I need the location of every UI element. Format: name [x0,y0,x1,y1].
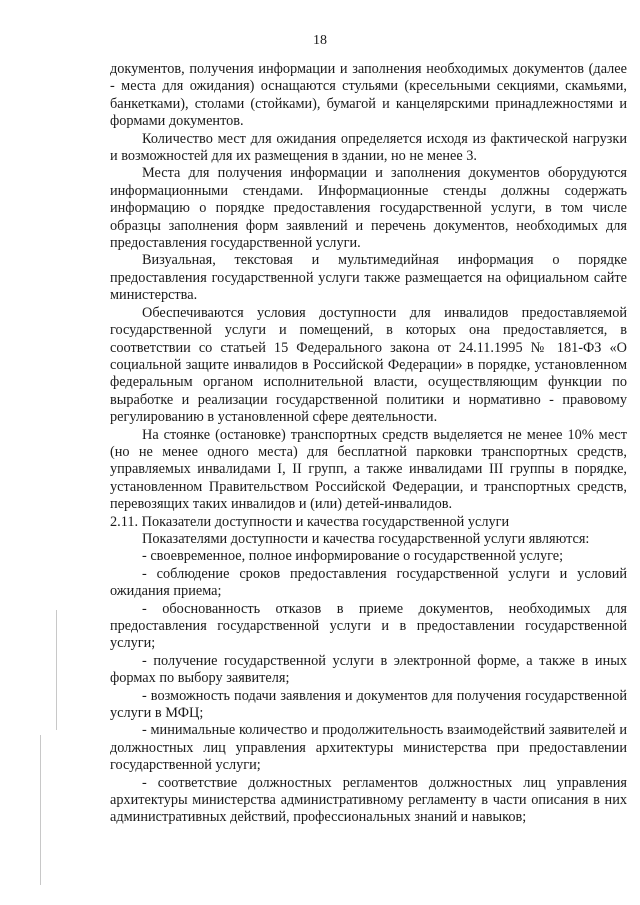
paragraph: Места для получения информации и заполнения документов оборудуются информационными стендами. Информационные стенды должны содержать информацию о порядке предоставления государственной услуги, в том числе образцы заполнения форм заявлений и перечень документов, необходимых для предоставления государственной услуги. [110,165,627,252]
list-intro: Показателями доступности и качества государственной услуги являются: [142,530,590,547]
scan-margin-line [40,735,41,885]
list-item: - соблюдение сроков предоставления государственной услуги и условий ожидания приема; [110,565,627,600]
paragraph: На стоянке (остановке) транспортных средств выделяется не менее 10% мест (но не менее одного места) для бесплатной парковки транспортных средств, управляемых инвалидами I, II групп, а также инвалидами III группы в порядке, установленном Правительством Российской Федерации, и транспортных средств, перевозящих таких инвалидов и (или) детей-инвалидов. [110,426,627,513]
page-number: 18 [313,33,327,48]
section-heading: 2.11. Показатели доступности и качества государственной услуги [110,513,510,530]
paragraph-continuation: документов, получения информации и заполнения необходимых документов (далее - места для ожидания) оснащаются стульями (кресельными секциями, скамьями, банкетками), столами (стойками), бумагой и канцелярскими принадлежностями и формами документов. [110,61,627,130]
list-item: - обоснованность отказов в приеме документов, необходимых для предоставления государственной услуги и в предоставлении государственной услуги; [110,600,627,652]
paragraph: Визуальная, текстовая и мультимедийная информация о порядке предоставления государственной услуги также размещается на официальном сайте министерства. [110,252,627,304]
paragraph: Обеспечиваются условия доступности для инвалидов предоставляемой государственной услуги и помещений, в которых она предоставляется, в соответствии со статьей 15 Федерального закона от 24.11.1995 № 181-ФЗ «О социальной защите инвалидов в Российской Федерации» в порядке, установленном федеральным органом исполнительной власти, осуществляющим функции по выработке и реализации государственной политики и нормативно - правовому регулированию в установленной сфере деятельности. [110,304,627,426]
list-item: - получение государственной услуги в электронной форме, а также в иных формах по выбору заявителя; [110,652,627,687]
scan-margin-line [56,610,57,730]
list-item: - возможность подачи заявления и документов для получения государственной услуги в МФЦ; [110,687,627,722]
paragraph: Количество мест для ожидания определяется исходя из фактической нагрузки и возможностей для их размещения в здании, но не менее 3. [110,130,627,165]
list-item: - минимальные количество и продолжительность взаимодействий заявителей и должностных лиц управления архитектуры министерства при предоставлении государственной услуги; [110,722,627,774]
list-item: - своевременное, полное информирование о государственной услуге; [142,548,564,565]
list-item: - соответствие должностных регламентов должностных лиц управления архитектуры министерства административному регламенту в части описания в них административных действий, профессиональных знаний и навыков; [110,774,627,826]
document-body [110,61,627,827]
